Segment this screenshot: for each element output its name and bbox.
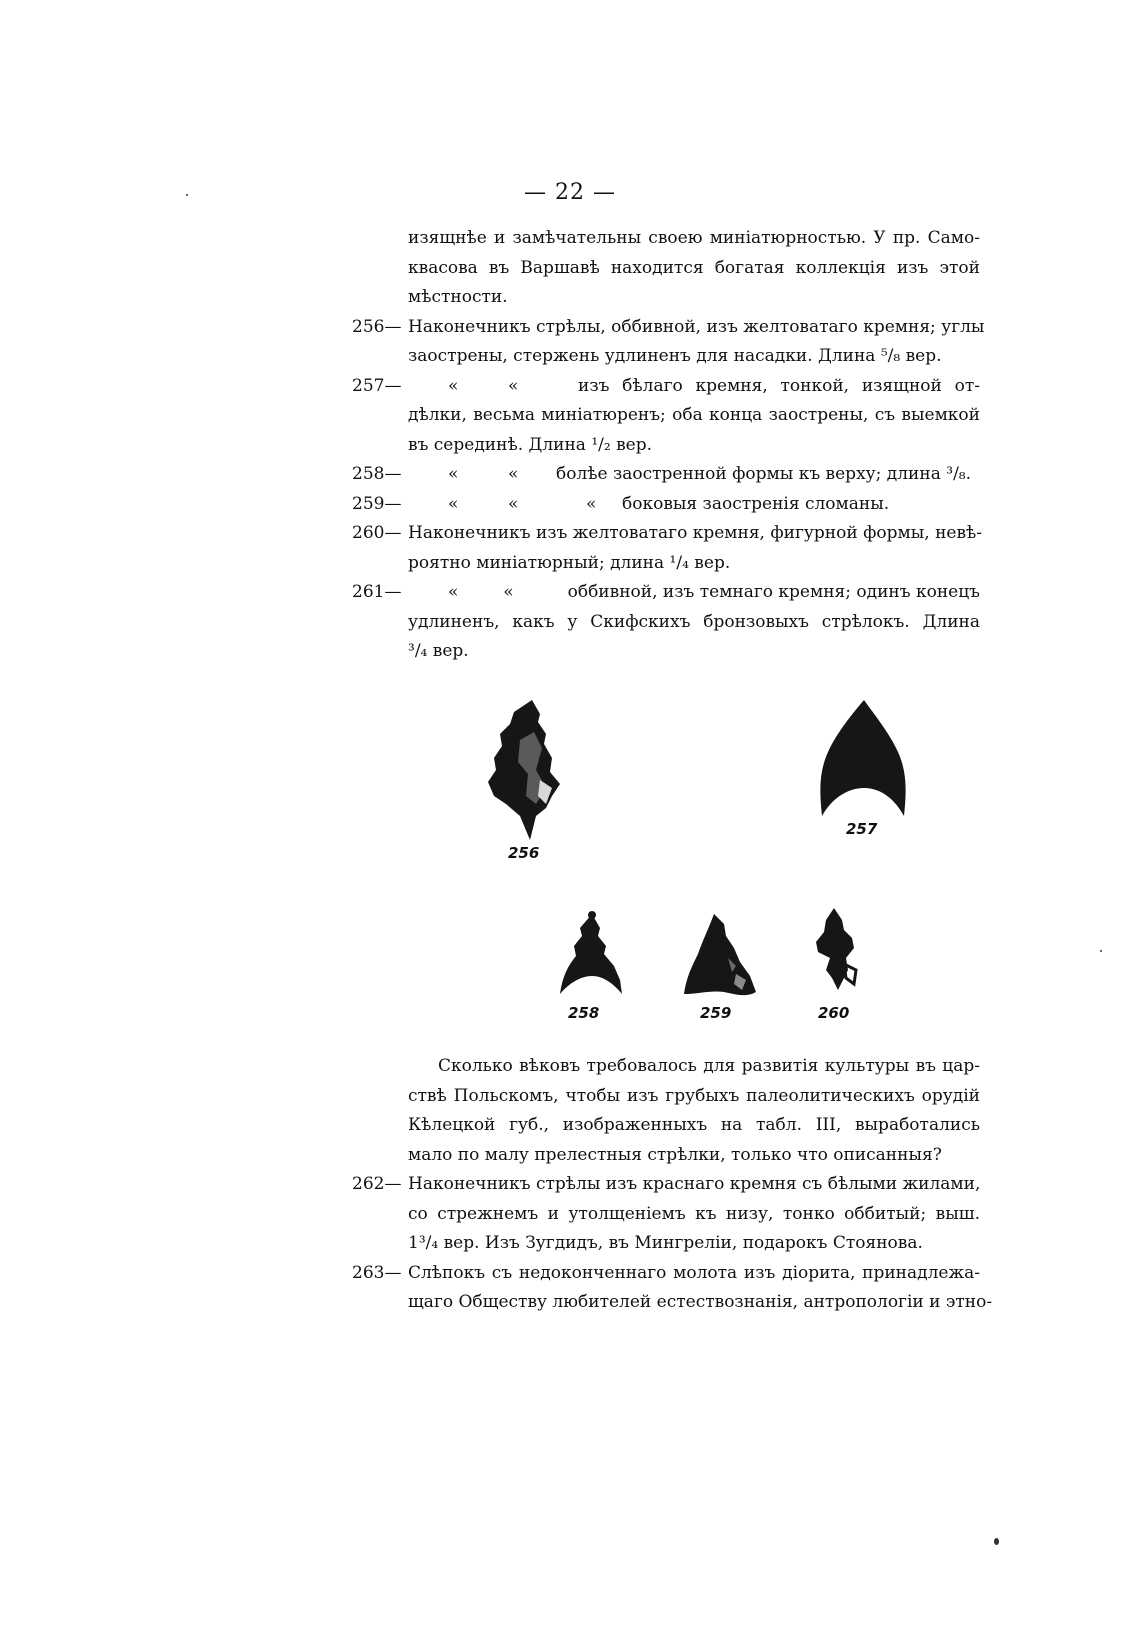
arrowhead-260-image: [812, 908, 862, 990]
ditto-mark: «: [448, 493, 459, 514]
text-line: боковыя заостренія сломаны.: [622, 493, 890, 514]
text-line: квасова въ Варшавѣ находится богатая коллекція изъ этой: [408, 257, 980, 278]
entry-number: 260—: [352, 523, 402, 543]
text-line: роятно миніатюрный; длина ¹/₄ вер.: [408, 552, 731, 573]
text-line: заострены, стержень удлиненъ для насадки. Длина ⁵/₈ вер.: [408, 346, 942, 366]
text-line: Слѣпокъ съ недоконченнаго молота изъ діорита, принадлежа-: [408, 1262, 980, 1283]
arrowhead-258-image: [558, 910, 624, 994]
arrowhead-figure-258: [558, 910, 624, 994]
entry-number: 256—: [352, 316, 402, 337]
catalog-entry-262: [352, 1170, 980, 1259]
arrowhead-figure-260: [812, 908, 862, 990]
ditto-mark: «: [508, 464, 519, 484]
text-line: Наконечникъ стрѣлы изъ краснаго кремня съ бѣлыми жилами,: [408, 1174, 981, 1194]
figure-label-257: 257: [846, 820, 878, 838]
page-number: — 22 —: [524, 180, 616, 205]
entry-number: 257—: [352, 375, 402, 396]
arrowhead-257-image: [818, 700, 908, 816]
text-line: со стрежнемъ и утолщеніемъ къ низу, тонко оббитый; выш.: [408, 1203, 980, 1224]
paragraph: [352, 1052, 980, 1170]
text-line: мѣстности.: [408, 287, 508, 307]
text-line: Сколько вѣковъ требовалось для развитія культуры въ цар-: [438, 1056, 980, 1076]
figure-label-256: 256: [508, 844, 540, 862]
text-line: дѣлки, весьма миніатюренъ; оба конца заострены, съ выемкой: [408, 405, 980, 425]
catalog-entry-258: [352, 460, 980, 490]
text-line: удлиненъ, какъ у Скифскихъ бронзовыхъ стрѣлокъ. Длина: [408, 611, 980, 632]
figure-label-260: 260: [818, 1004, 850, 1022]
ditto-mark: «: [448, 582, 459, 602]
catalog-entry-259: [352, 490, 980, 520]
arrowhead-figure-259: [684, 914, 756, 998]
ditto-mark: «: [586, 493, 597, 514]
entry-number: 259—: [352, 493, 402, 514]
text-line: мало по малу прелестныя стрѣлки, только что описанныя?: [408, 1144, 942, 1165]
catalog-entry-256: [352, 313, 985, 372]
ditto-mark: «: [503, 582, 514, 602]
scan-speck: [994, 1538, 999, 1545]
catalog-text-upper: [352, 224, 985, 667]
text-line: оббивной, изъ темнаго кремня; одинъ конецъ: [567, 582, 980, 602]
text-line: Наконечникъ стрѣлы, оббивной, изъ желтоватаго кремня; углы: [408, 316, 985, 337]
scan-speck: [186, 194, 188, 196]
text-line: 1³/₄ вер. Изъ Зугдидъ, въ Мингреліи, подарокъ Стоянова.: [408, 1233, 923, 1253]
text-line: ствѣ Польскомъ, чтобы изъ грубыхъ палеолитическихъ орудій: [408, 1085, 980, 1106]
scan-speck: [1100, 950, 1102, 952]
text-line: болѣе заостренной формы къ верху; длина ³/₈.: [556, 464, 972, 484]
text-line: щаго Обществу любителей естествознанія, антропологіи и этно-: [408, 1292, 993, 1312]
text-line: ³/₄ вер.: [408, 641, 469, 661]
ditto-line: [408, 578, 980, 608]
figure-label-258: 258: [568, 1004, 600, 1022]
ditto-line: [408, 372, 980, 402]
ditto-mark: «: [448, 464, 459, 484]
catalog-entry-261: [352, 578, 980, 667]
ditto-mark: «: [508, 493, 519, 514]
entry-number: 261—: [352, 582, 402, 602]
entry-number: 263—: [352, 1262, 402, 1283]
catalog-entry-257: [352, 372, 980, 461]
text-line: Кѣлецкой губ., изображенныхъ на табл. III, выработались: [408, 1115, 980, 1135]
ditto-mark: «: [508, 375, 519, 396]
arrowhead-256-image: [480, 700, 580, 840]
ditto-line: [408, 460, 980, 490]
ditto-line: [408, 490, 980, 520]
intro-continuation: [352, 224, 980, 313]
entry-number: 262—: [352, 1174, 402, 1194]
catalog-text-lower: [352, 1052, 993, 1318]
entry-number: 258—: [352, 464, 402, 484]
arrowhead-figure-257: [818, 700, 908, 816]
text-line: Наконечникъ изъ желтоватаго кремня, фигурной формы, невѣ-: [408, 523, 983, 543]
catalog-entry-263: [352, 1259, 993, 1318]
text-line: изящнѣе и замѣчательны своею миніатюрностью. У пр. Само-: [408, 228, 980, 248]
figure-label-259: 259: [700, 1004, 732, 1022]
catalog-entry-260: [352, 519, 983, 578]
arrowhead-figure-256: [480, 700, 580, 840]
ditto-mark: «: [448, 375, 459, 396]
text-line: въ серединѣ. Длина ¹/₂ вер.: [408, 434, 653, 455]
arrowhead-259-image: [684, 914, 756, 998]
text-line: изъ бѣлаго кремня, тонкой, изящной от-: [578, 375, 980, 396]
